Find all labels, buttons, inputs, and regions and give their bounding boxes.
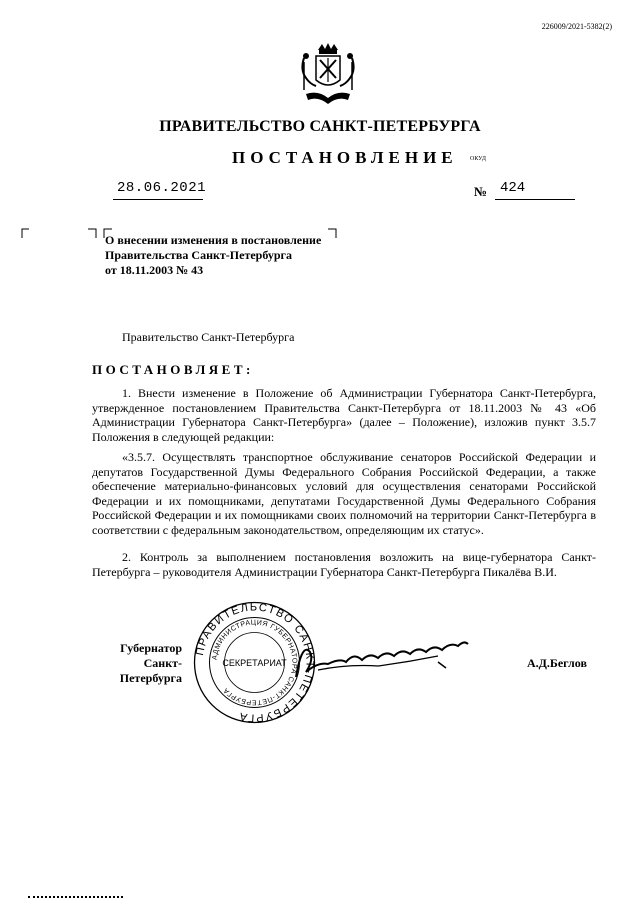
footer-dotted-line <box>28 896 123 898</box>
paragraph-quoted-clause: «3.5.7. Осуществлять транспортное обслуживание сенаторов Российской Федерации и депутатов Государственной Думы Федерального Собрания Российской Федерации, а также обеспечение материально-финансовых условий для осуществления сенаторами Российской Федерации и их помощниками, депутатами Государственной Думы Федерального Собрания Российской Федерации и их помощниками своих полномочий на территории Санкт-Петербурга в соответствии с федеральным законодательством, определяющим их статус». <box>92 450 596 537</box>
document-number: 424 <box>500 180 526 196</box>
document-date: 28.06.2021 <box>117 180 207 196</box>
coat-of-arms-emblem <box>298 40 358 108</box>
document-registration-number: 226009/2021-5382(2) <box>541 22 612 31</box>
number-sign: № <box>474 184 488 199</box>
stamp-center-text: СЕКРЕТАРИАТ <box>222 658 287 668</box>
stamp-inner-text: АДМИНИСТРАЦИЯ ГУБЕРНАТОРА САНКТ-ПЕТЕРБУРГА <box>211 619 298 706</box>
signer-name: А.Д.Беглов <box>527 656 587 670</box>
document-subject <box>105 233 321 278</box>
handwritten-signature <box>288 622 488 692</box>
subject-line: Правительства Санкт-Петербурга <box>105 248 293 262</box>
number-underline <box>495 199 575 200</box>
government-title: ПРАВИТЕЛЬСТВО САНКТ-ПЕТЕРБУРГА <box>159 118 481 135</box>
issuing-body: Правительство Санкт-Петербурга <box>122 330 295 344</box>
subject-line: О внесении изменения в постановление <box>105 233 322 247</box>
signatory-title-line: Санкт-Петербурга <box>119 656 182 685</box>
paragraph-1: 1. Внести изменение в Положение об Администрации Губернатора Санкт-Петербурга, утвержденное постановлением Правительства Санкт-Петербурга от 18.11.2003 № 43 «Об Администрации Губернатора Санкт-Петербурга» (далее – Положение), изложив пункт 3.5.7 Положения в следующей редакции: <box>92 386 596 444</box>
signatory-title-line: Губернатор <box>120 641 182 655</box>
signatory-title <box>92 641 182 686</box>
date-underline <box>113 199 203 200</box>
resolves-heading: ПОСТАНОВЛЯЕТ: <box>92 362 254 377</box>
subject-line: от 18.11.2003 № 43 <box>105 263 204 277</box>
stamp-outer-text: ПРАВИТЕЛЬСТВО САНКТ-ПЕТЕРБУРГА <box>193 601 316 724</box>
document-type-title: ПОСТАНОВЛЕНИЕ <box>232 148 458 167</box>
okud-label: ОКУД <box>470 156 486 162</box>
paragraph-2: 2. Контроль за выполнением постановления возложить на вице-губернатора Санкт-Петербурга – руководителя Администрации Губернатора Санкт-Петербурга Пикалёва В.И. <box>92 550 596 579</box>
